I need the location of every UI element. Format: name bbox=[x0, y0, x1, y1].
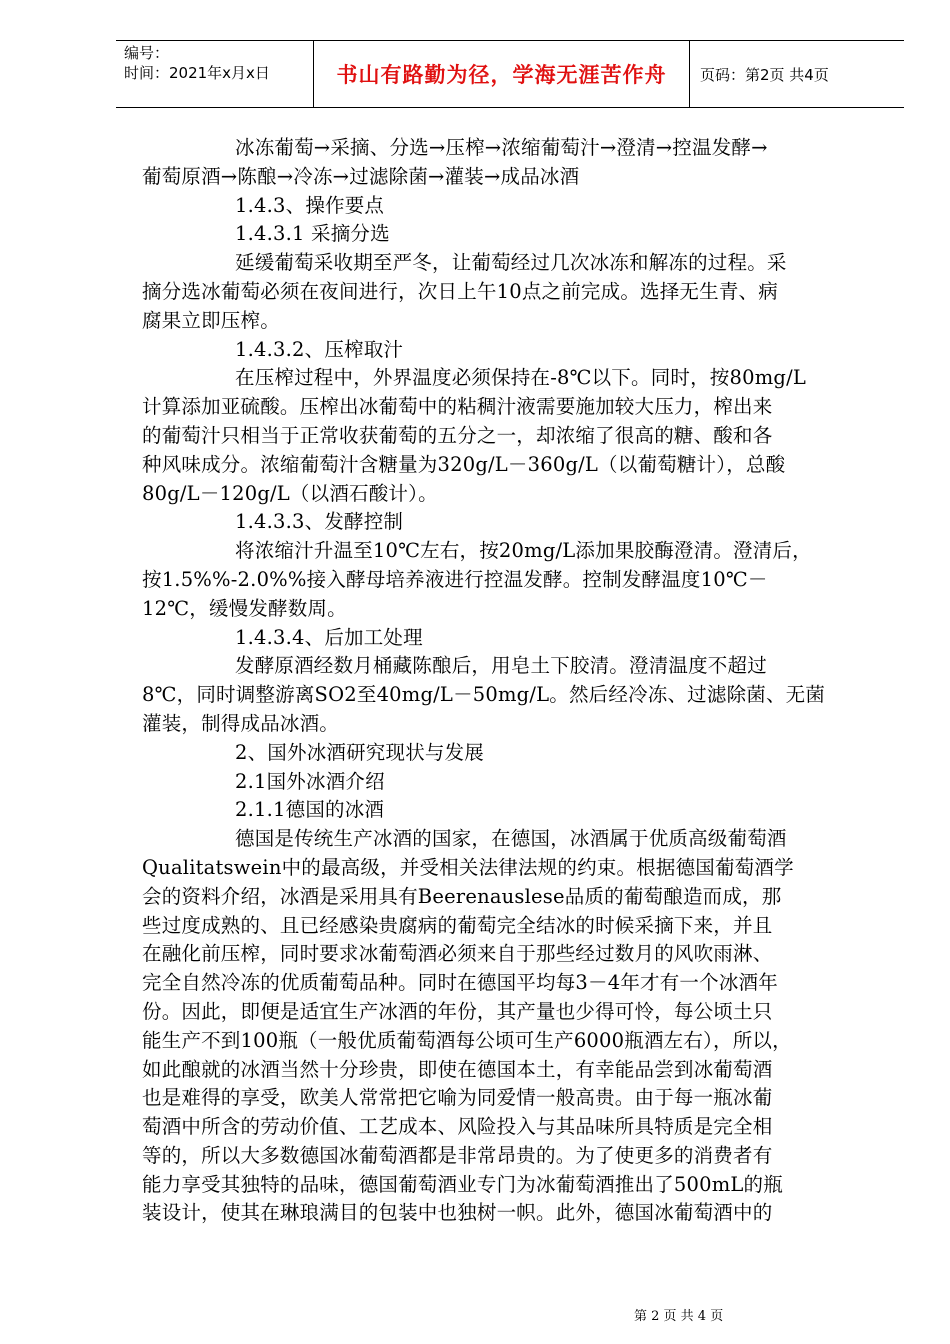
text-line: 德国是传统生产冰酒的国家，在德国，冰酒属于优质高级葡萄酒 bbox=[235, 827, 787, 851]
text-line: 12℃，缓慢发酵数周。 bbox=[142, 596, 347, 620]
header-meta bbox=[116, 41, 314, 107]
text-line: 些过度成熟的、且已经感染贵腐病的葡萄完全结冰的时候采摘下来，并且 bbox=[142, 913, 773, 937]
text-line: 萄酒中所含的劳动价值、工艺成本、风险投入与其品味所具特质是完全相 bbox=[142, 1115, 773, 1139]
text-line: 2.1.1德国的冰酒 bbox=[235, 798, 385, 822]
text-line: 1.4.3、操作要点 bbox=[235, 193, 385, 217]
page-header bbox=[116, 40, 904, 108]
text-line: 如此酿就的冰酒当然十分珍贵，即使在德国本土，有幸能品尝到冰葡萄酒 bbox=[142, 1057, 773, 1081]
text-line: 1.4.3.2、压榨取汁 bbox=[235, 337, 404, 361]
text-line: 将浓缩汁升温至10℃左右，按20mg/L添加果胶酶澄清。澄清后， bbox=[235, 539, 812, 563]
text-line: 1.4.3.4、后加工处理 bbox=[235, 625, 423, 649]
text-line: 份。因此，即便是适宜生产冰酒的年份，其产量也少得可怜，每公顷土只 bbox=[142, 999, 773, 1023]
header-slogan: 书山有路勤为径，学海无涯苦作舟 bbox=[314, 41, 690, 107]
text-line: 灌装，制得成品冰酒。 bbox=[142, 711, 340, 735]
text-line: 等的，所以大多数德国冰葡萄酒都是非常昂贵的。为了使更多的消费者有 bbox=[142, 1143, 773, 1167]
text-line: 1.4.3.1 采摘分选 bbox=[235, 222, 390, 246]
document-time-label: 时间：2021年x月x日 bbox=[124, 64, 270, 82]
text-line: 80g/L－120g/L（以酒石酸计）。 bbox=[142, 481, 438, 505]
text-line: 摘分选冰葡萄必须在夜间进行，次日上午10点之前完成。选择无生青、病 bbox=[142, 279, 778, 303]
text-line: 2、国外冰酒研究现状与发展 bbox=[235, 740, 485, 764]
text-line: 在融化前压榨，同时要求冰葡萄酒必须来自于那些经过数月的风吹雨淋、 bbox=[142, 942, 773, 966]
text-line: 8℃，同时调整游离SO2至40mg/L－50mg/L。然后经冷冻、过滤除菌、无菌 bbox=[142, 683, 826, 707]
text-line: 计算添加亚硫酸。压榨出冰葡萄中的粘稠汁液需要施加较大压力，榨出来 bbox=[142, 395, 773, 419]
text-line: 的葡萄汁只相当于正常收获葡萄的五分之一，却浓缩了很高的糖、酸和各 bbox=[142, 423, 773, 447]
text-line: 冰冻葡萄→采摘、分选→压榨→浓缩葡萄汁→澄清→控温发酵→ bbox=[235, 136, 768, 159]
text-line: 2.1国外冰酒介绍 bbox=[235, 769, 385, 793]
text-line: Qualitatswein中的最高级，并受相关法律法规的约束。根据德国葡萄酒学 bbox=[142, 855, 794, 879]
text-line: 葡萄原酒→陈酿→冷冻→过滤除菌→灌装→成品冰酒 bbox=[142, 164, 580, 188]
text-line: 能生产不到100瓶（一般优质葡萄酒每公顷可生产6000瓶酒左右），所以， bbox=[142, 1028, 792, 1052]
text-line: 在压榨过程中，外界温度必须保持在-8℃以下。同时，按80mg/L bbox=[235, 366, 807, 390]
text-line: 能力享受其独特的品味，德国葡萄酒业专门为冰葡萄酒推出了500mL的瓶 bbox=[142, 1172, 783, 1196]
text-line: 延缓葡萄采收期至严冬，让葡萄经过几次冰冻和解冻的过程。采 bbox=[235, 251, 787, 275]
document-body bbox=[142, 134, 882, 1228]
header-page-info: 页码：第2页 共4页 bbox=[700, 65, 829, 84]
text-line: 完全自然冷冻的优质葡萄品种。同时在德国平均每3－4年才有一个冰酒年 bbox=[142, 971, 778, 995]
text-line: 装设计，使其在琳琅满目的包装中也独树一帜。此外，德国冰葡萄酒中的 bbox=[142, 1201, 773, 1225]
text-line: 1.4.3.3、发酵控制 bbox=[235, 510, 404, 534]
text-line: 也是难得的享受，欧美人常常把它喻为同爱情一般高贵。由于每一瓶冰葡 bbox=[142, 1086, 773, 1110]
document-number-label: 编号： bbox=[124, 44, 170, 62]
text-line: 按1.5%%-2.0%%接入酵母培养液进行控温发酵。控制发酵温度10℃－ bbox=[142, 567, 768, 591]
text-line: 腐果立即压榨。 bbox=[142, 308, 280, 332]
text-line: 发酵原酒经数月桶藏陈酿后，用皂土下胶清。澄清温度不超过 bbox=[235, 654, 767, 678]
text-line: 会的资料介绍，冰酒是采用具有Beerenauslese品质的葡萄酿造而成，那 bbox=[142, 884, 782, 908]
footer-page-number: 第 2 页 共 4 页 bbox=[634, 1309, 724, 1324]
text-line: 种风味成分。浓缩葡萄汁含糖量为320g/L－360g/L（以葡萄糖计），总酸 bbox=[142, 452, 786, 476]
